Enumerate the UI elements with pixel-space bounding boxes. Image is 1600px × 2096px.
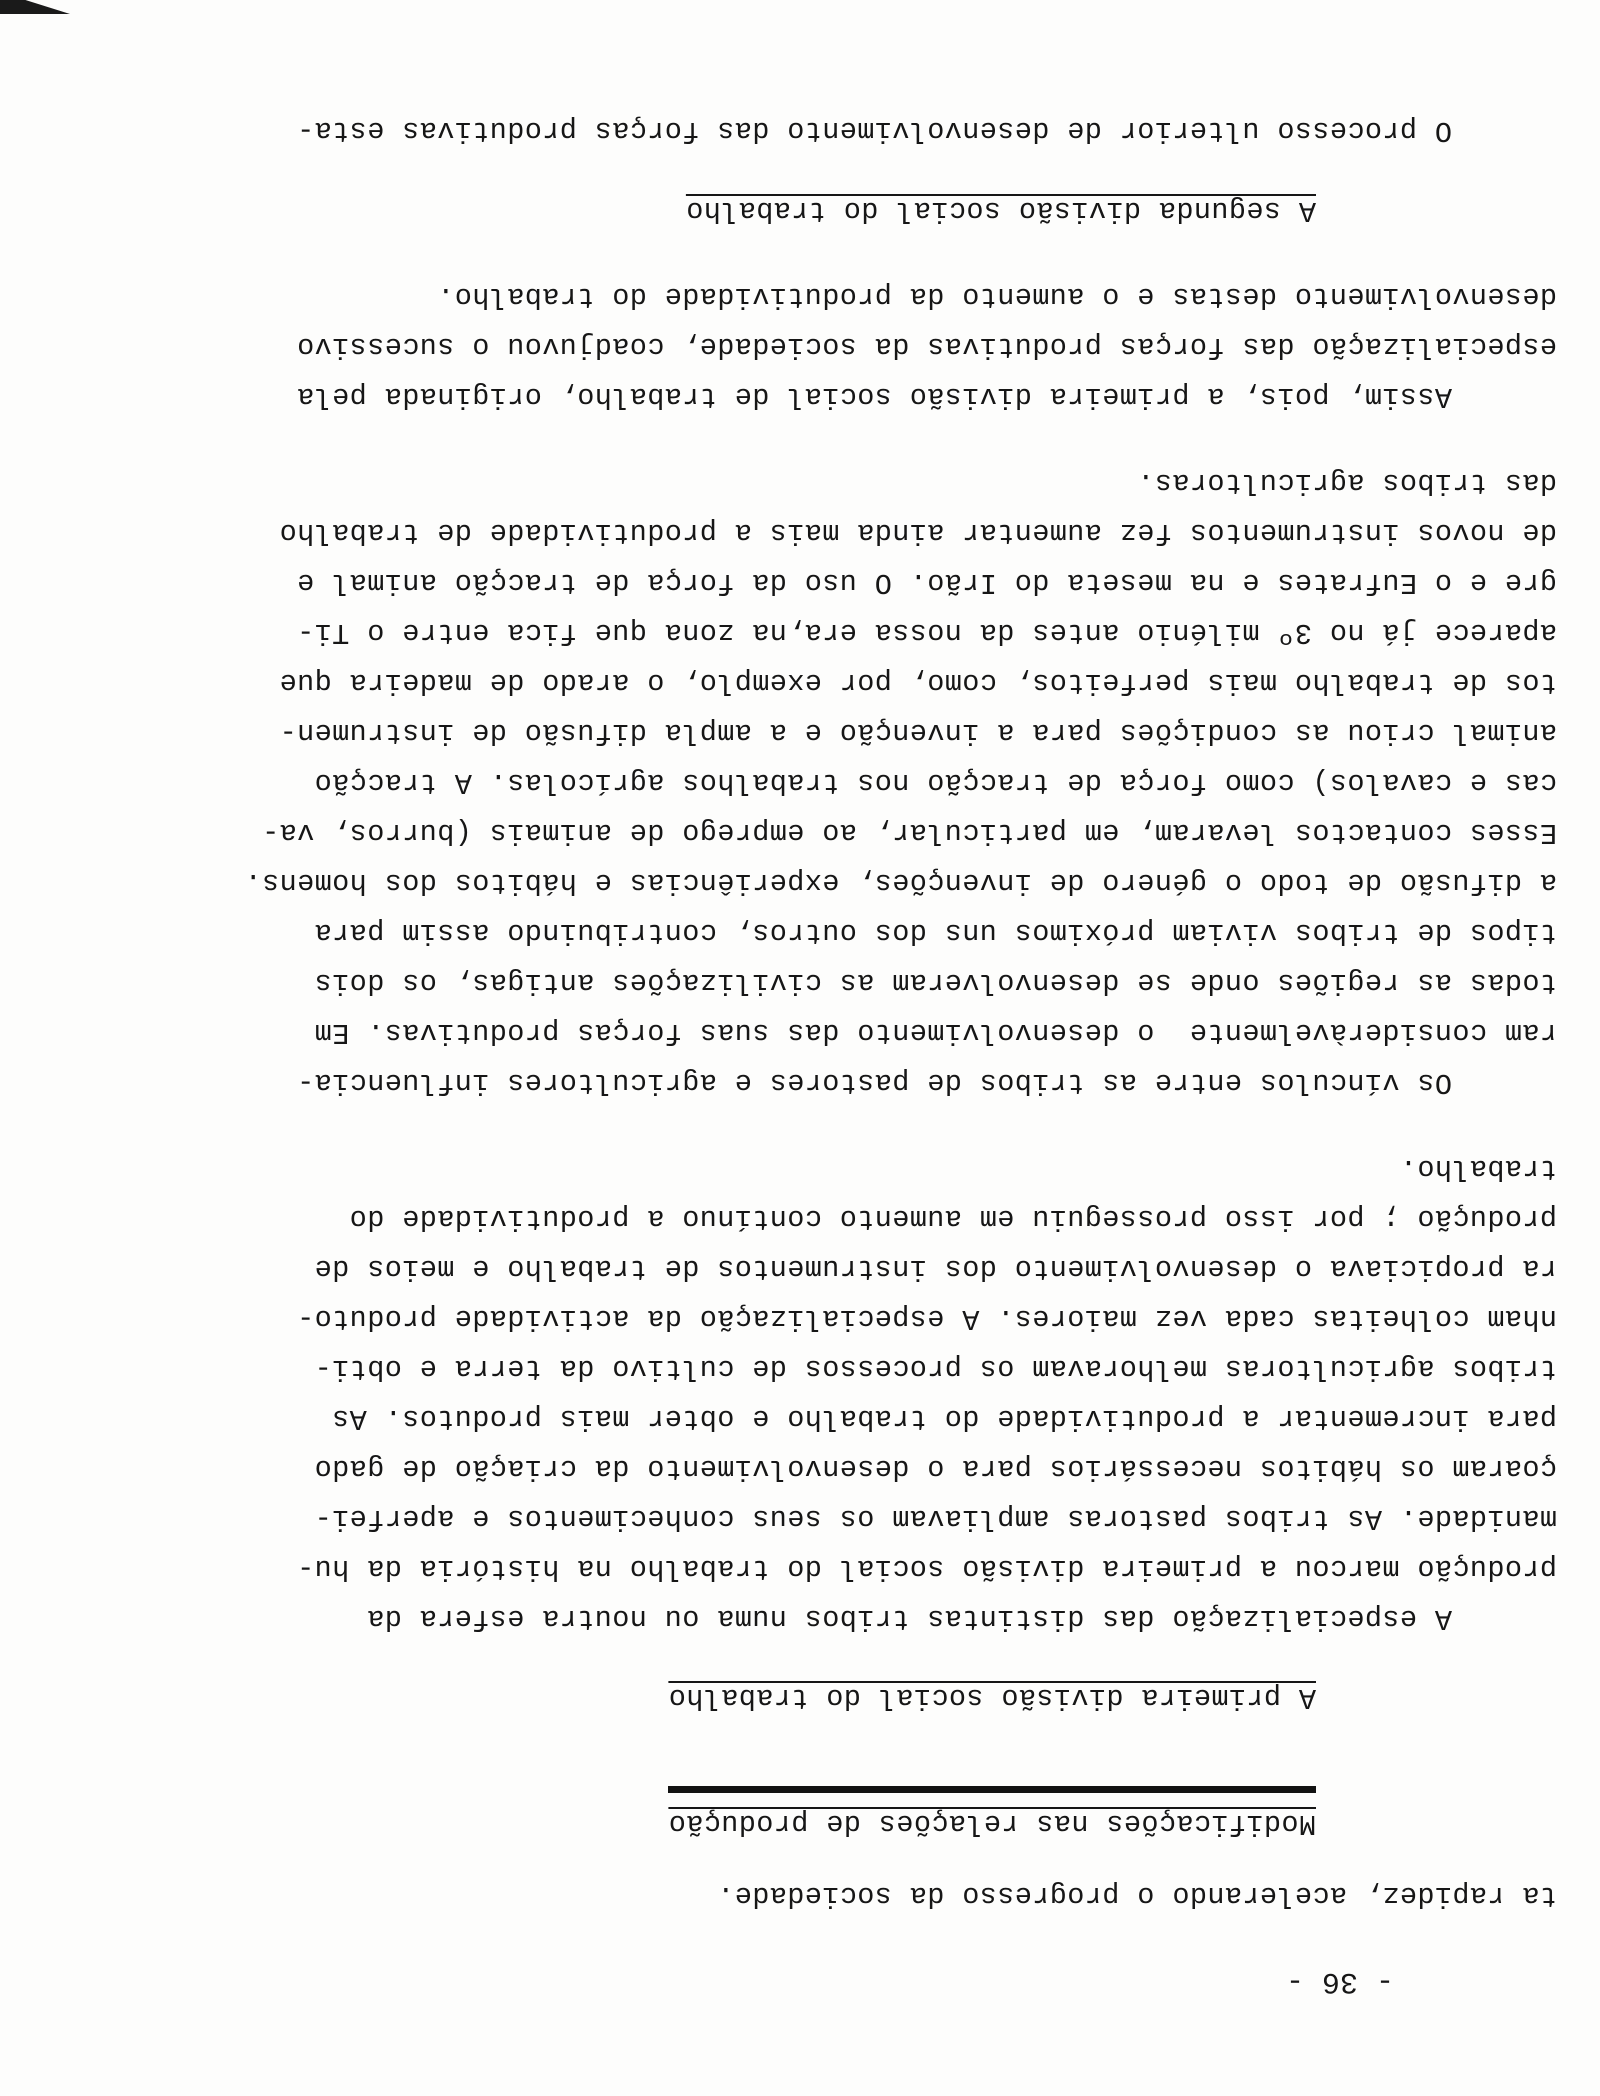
text-line: gre e o Eufrates e na meseta do Irão. O uso da força de tracção animal e: [296, 566, 1557, 599]
text-line: tribos agricultoras melhoravam os processos de cultivo da terra e obti-: [314, 1352, 1557, 1385]
text-line: tos de trabalho mais perfeitos, como, por exemplo, o arado de madeira que: [279, 666, 1557, 699]
text-line: manidade. As tribos pastoras ampliavam os seus conhecimentos e aperfei-: [314, 1502, 1557, 1535]
text-line: desenvolvimento destas e o aumento da produtividade do trabalho.: [436, 280, 1557, 313]
text-line: das tribos agricultoras.: [1136, 466, 1557, 499]
text-line: produção marcou a primeira divisão social do trabalho na história da hu-: [296, 1552, 1557, 1585]
text-line: a difusão de todo o género de invenções, experiências e hábitos dos homens.: [244, 866, 1557, 899]
text-line: para incrementar a produtividade do trabalho e obter mais produtos. As: [331, 1402, 1557, 1435]
text-line: O processo ulterior de desenvolvimento das forças produtivas esta-: [296, 114, 1557, 147]
chapter-heading: Modificações nas relações de produção: [668, 1807, 1316, 1840]
text-line: animal criou as condições para a invenção e a ampla difusão de instrumen-: [279, 716, 1557, 749]
text-line: Esses contactos levaram, em particular, ao emprego de animais (burros, va-: [261, 816, 1557, 849]
text-line: ra propiciava o desenvolvimento dos instrumentos de trabalho e meios de: [314, 1252, 1557, 1285]
text-line: trabalho.: [1399, 1152, 1557, 1185]
text-line: especialização das forças produtivas da sociedade, coadjuvou o sucessivo: [296, 330, 1557, 363]
page-corner-mark: [0, 0, 70, 14]
text-line: çoaram os hábitos necessários para o desenvolvimento da criação de gado: [314, 1452, 1557, 1485]
section-heading-1: A primeira divisão social do trabalho: [668, 1681, 1316, 1714]
chapter-heading-rule: [668, 1786, 1316, 1793]
text-line: Os vínculos entre as tribos de pastores e agricultores influencia-: [296, 1066, 1557, 1099]
text-line: aparece já no 3º milénio antes da nossa era,na zona que fica entre o Ti-: [296, 616, 1557, 649]
text-line: tipos de tribos viviam próximos uns dos outros, contribuindo assim para: [314, 916, 1557, 949]
page-number: - 36 -: [1285, 1964, 1394, 1998]
continuation-line: ta rapidez, acelerando o progresso da sociedade.: [716, 1879, 1557, 1912]
text-line: de novos instrumentos fez aumentar ainda mais a produtividade de trabalho: [279, 516, 1557, 549]
section-heading-2: A segunda divisão social do trabalho: [685, 194, 1316, 227]
text-line: cas e cavalos) como força de tracção nos trabalhos agrícolas. A tracção: [314, 766, 1557, 799]
text-line: A especialização das distintas tribos numa ou noutra esfera da: [366, 1602, 1557, 1635]
text-line: ram consideràvelmente o desenvolvimento das suas forças produtivas. Em: [314, 1016, 1557, 1049]
text-line: Assim, pois, a primeira divisão social de trabalho, originada pela: [296, 380, 1557, 413]
text-line: todas as regiões onde se desenvolveram as civilizações antigas, os dois: [314, 966, 1557, 999]
text-line: nham colheitas cada vez maiores. A especialização da actividade produto-: [296, 1302, 1557, 1335]
text-line: produção ; por isso prosseguiu em aumento contínuo a produtividade do: [349, 1202, 1557, 1235]
